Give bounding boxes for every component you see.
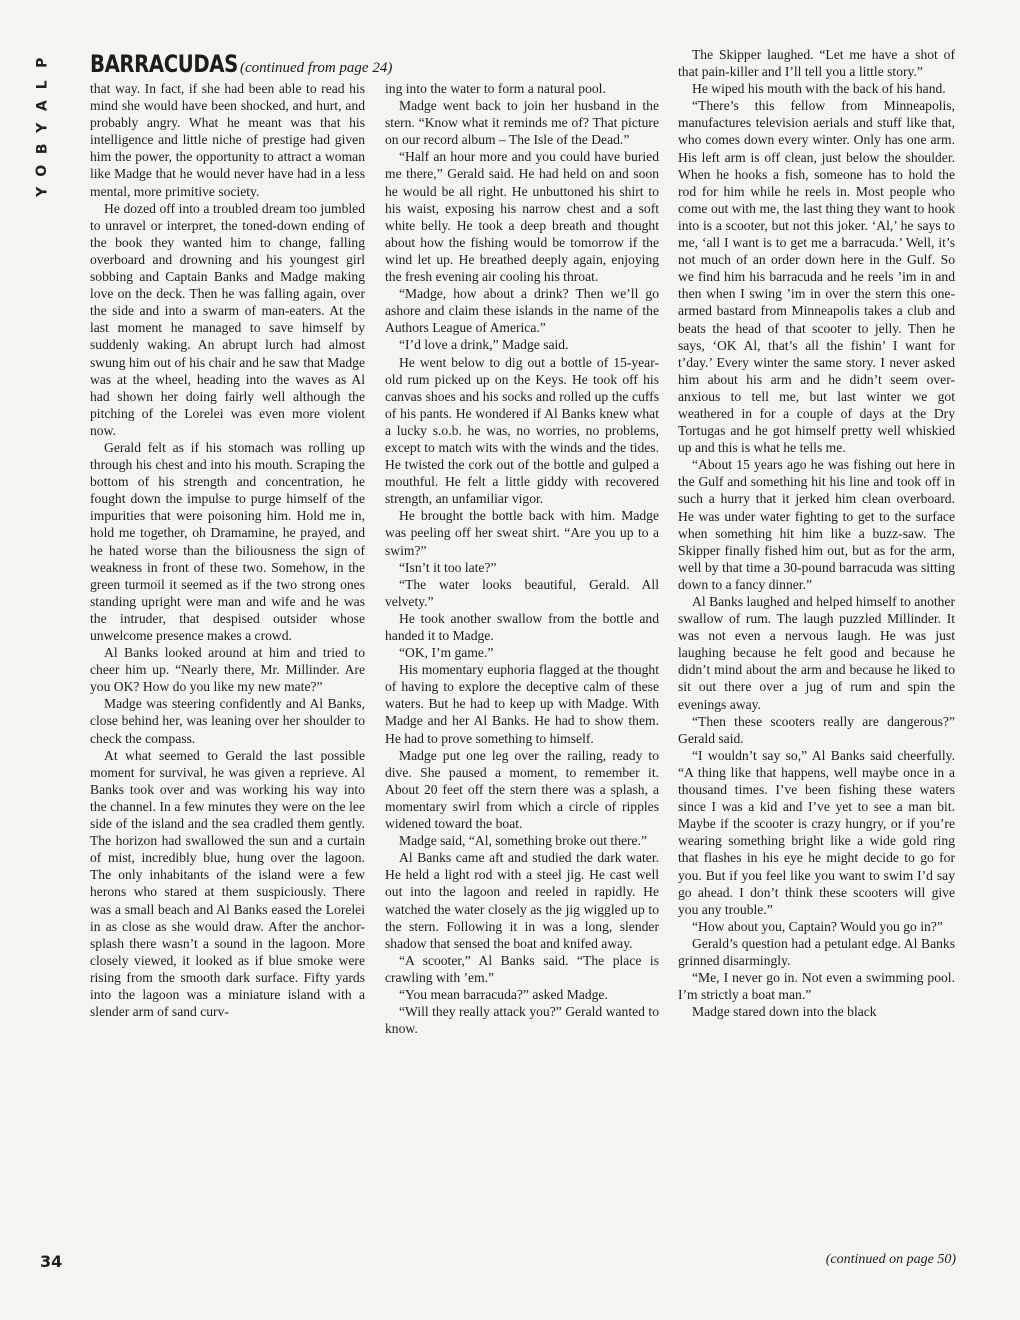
paragraph: “Me, I never go in. Not even a swimming pool. I’m strictly a boat man.”	[678, 970, 955, 1003]
article-title: BARRACUDAS	[90, 50, 238, 78]
text-column-1	[90, 80, 365, 1020]
article-header	[90, 50, 392, 78]
paragraph: Madge went back to join her husband in the stern. “Know what it reminds me of? That picture on our record album – The Isle of the Dead.”	[385, 98, 659, 148]
continued-on-note: (continued on page 50)	[825, 1252, 956, 1267]
mag-letter: P	[34, 57, 51, 68]
mag-letter: A	[34, 100, 51, 112]
text-column-2	[385, 80, 659, 1037]
text-column-3	[678, 46, 955, 1020]
paragraph: ing into the water to form a natural pool.	[385, 81, 606, 96]
paragraph: “You mean barracuda?” asked Madge.	[399, 986, 608, 1002]
paragraph: “The water looks beautiful, Gerald. All velvety.”	[385, 576, 659, 609]
paragraph: “Will they really attack you?” Gerald wanted to know.	[385, 1004, 659, 1037]
paragraph: At what seemed to Gerald the last possible moment for survival, he was given a reprieve. Al Banks took over and was working his way into the channel. In a few minutes they were on the lee side of the island and the sea cradled them gently. The horizon had swallowed the sun and a curtain of mist, incredibly blue, hung over the lagoon. The only inhabitants of the island were a few herons who stared at them suspiciously. There was a small beach and Al Banks eased the Lorelei in as close as she would draw. After the anchor-splash there wasn’t a sound in the lagoon. More closely viewed, it looked as if blue smoke were rising from the smooth dark surface. Fifty yards into the lagoon was a miniature island with a slender arm of sand curv-	[90, 747, 365, 1020]
paragraph: The Skipper laughed. “Let me have a shot of that pain-killer and I’ll tell you a little story.”	[678, 47, 955, 80]
paragraph: “Then these scooters really are dangerous?” Gerald said.	[678, 713, 955, 746]
paragraph: “About 15 years ago he was fishing out here in the Gulf and something hit his line and took off in such a hurry that it jerked him clean overboard. He was under water fighting to get to the surface when something hit him like a buzz-saw. The Skipper finally fished him out, but as for the arm, well by that time a 30-pound barracuda was sitting down to a fancy dinner.”	[678, 457, 955, 592]
paragraph: Madge was steering confidently and Al Banks, close behind her, was leaning over her shoulder to check the compass.	[90, 696, 365, 746]
paragraph: “Half an hour more and you could have buried me there,” Gerald said. He had held on and soon he would be all right. He unbuttoned his shirt to his waist, exposing his narrow chest and a soft white belly. He took a deep breath and thought about how the fishing would be tomorrow if the wind let up. He breathed deeply again, enjoying the fresh evening air cooling his throat.	[385, 149, 659, 285]
paragraph: His momentary euphoria flagged at the thought of having to explore the deceptive calm of these waters. But he had to keep up with Madge. With Madge and her Al Banks. He had to show them. He had to prove something to himself.	[385, 662, 659, 746]
magazine-name-vertical	[30, 52, 56, 203]
continued-from-note: (continued from page 24)	[240, 60, 393, 76]
mag-letter: Y	[34, 122, 51, 133]
paragraph: Al Banks laughed and helped himself to another swallow of rum. The laugh puzzled Millinder. It was not even a nervous laugh. He was just laughing because he felt good and because he didn’t mind about the arm and because he liked to sit out there over a jug of rum and spin the evenings away.	[678, 594, 955, 712]
paragraph: “Isn’t it too late?”	[399, 559, 497, 575]
paragraph: “I’d love a drink,” Madge said.	[399, 337, 569, 353]
paragraph: “OK, I’m game.”	[399, 645, 494, 661]
paragraph: Madge stared down into the black	[692, 1004, 877, 1020]
paragraph: that way. In fact, if she had been able to read his mind she would have been shocked, and hurt, and probably angry. What he meant was that his intelligence and little niche of prestige had given him the power, the opportunity to attract a woman like Madge that he would never have had in a less mental, more primitive society.	[90, 81, 365, 199]
paragraph: He went below to dig out a bottle of 15-year-old rum picked up on the Keys. He took off his canvas shoes and his socks and rolled up the cuffs of his pants. He wondered if Al Banks knew what a lucky s.o.b. he was, no worries, no problems, except to match wits with the winds and the tides. He twisted the cork out of the bottle and gulped a mouthful. He felt a little giddy with recovered strength, an unfamiliar vigor.	[385, 354, 659, 507]
paragraph: “Madge, how about a drink? Then we’ll go ashore and claim these islands in the name of the Authors League of America.”	[385, 286, 659, 336]
mag-letter: O	[34, 164, 51, 177]
paragraph: “I wouldn’t say so,” Al Banks said cheerfully. “A thing like that happens, well maybe once in a thousand times. I’ve been fishing these waters since I was a kid and I’ve yet to see a man bit. Maybe if the scooter is crazy hungry, or if you’re wearing something bright like a wide gold ring that flashes in his eye he might decide to go for you. But if you feel like you want to swim I’d say go ahead. I don’t think these scooters will give you any trouble.”	[678, 747, 955, 917]
paragraph: He dozed off into a troubled dream too jumbled to unravel or interpret, the toned-down ending of the book they wanted him to change, falling overboard and drowning and his youngest girl sobbing and Captain Banks and Madge making love on the deck. Then he was falling again, over the side and into a swarm of man-eaters. At the last moment he managed to save himself by suddenly waking. An abrupt lurch had almost swung him out of his chair and he saw that Madge was at the wheel, heading into the waves as Al had shown her doing fairly well although the pitching of the Lorelei was even more violent now.	[90, 200, 365, 438]
paragraph: “A scooter,” Al Banks said. “The place is crawling with ’em.”	[385, 952, 659, 985]
page-number: 34	[40, 1252, 63, 1271]
paragraph: Gerald’s question had a petulant edge. Al Banks grinned disarmingly.	[678, 935, 955, 968]
paragraph: “There’s this fellow from Minneapolis, manufactures television aerials and stuff like that, who comes down every winter. Only has one arm. His left arm is off clean, just below the shoulder. When he hooks a fish, someone has to hold the rod for him while he reels in. Most people who come out with me, the last thing they want to hook into is a scooter, but not this joker. ‘Al,’ he says to me, ‘all I want is to get me a barracuda.’ Well, it’s not much of an order down here in the Gulf. So we find him his barracuda and he reels ’im in and then when I swing ’im in over the stern this one-armed bastard from Minneapolis takes a club and beats the head of that scooter to jelly. Then he says, ‘OK Al, that’s all the fishin’ I want for t’day.’ Every winter the same story. I never asked him about his arm and he didn’t seem over-anxious to tell me, but last winter we got weathered in for a couple of days at the Dry Tortugas and he got himself pretty well whiskied up and this is what he tells me.	[678, 98, 955, 456]
mag-letter: B	[34, 143, 51, 155]
paragraph: Al Banks came aft and studied the dark water. He held a light rod with a steel jig. He cast well out into the lagoon and reeled in rapidly. He watched the water closely as the jig wiggled up to the stern. Following it in was a long, slender shadow that sensed the boat and knifed away.	[385, 850, 659, 951]
paragraph: Gerald felt as if his stomach was rolling up through his chest and into his mouth. Scraping the bottom of his strength and concentration, he fought down the impulse to purge himself of the impurities that were poisoning him. Hold me in, hold me together, oh Dramamine, he prayed, and he hated worse than the biliousness the sign of weakness in front of these two. Somehow, in the green turmoil it seemed as if the two strong ones standing upright were man and wife and he was the intruder, that despised outsider whose unwelcome presence makes a crowd.	[90, 439, 365, 643]
mag-letter: L	[34, 79, 51, 89]
paragraph: “How about you, Captain? Would you go in?”	[692, 918, 943, 934]
paragraph: Madge said, “Al, something broke out there.”	[399, 833, 648, 849]
paragraph: He wiped his mouth with the back of his hand.	[692, 81, 946, 97]
paragraph: Al Banks looked around at him and tried to cheer him up. “Nearly there, Mr. Millinder. Are you OK? How do you like my new mate?”	[90, 645, 365, 695]
paragraph: Madge put one leg over the railing, ready to dive. She paused a moment, to remember it. About 20 feet off the stern there was a splash, a momentary swirl from which a circle of ripples widened toward the boat.	[385, 747, 659, 832]
paragraph: He brought the bottle back with him. Madge was peeling off her sweat shirt. “Are you up to a swim?”	[385, 508, 659, 558]
mag-letter: Y	[34, 186, 51, 197]
paragraph: He took another swallow from the bottle and handed it to Madge.	[385, 610, 659, 643]
